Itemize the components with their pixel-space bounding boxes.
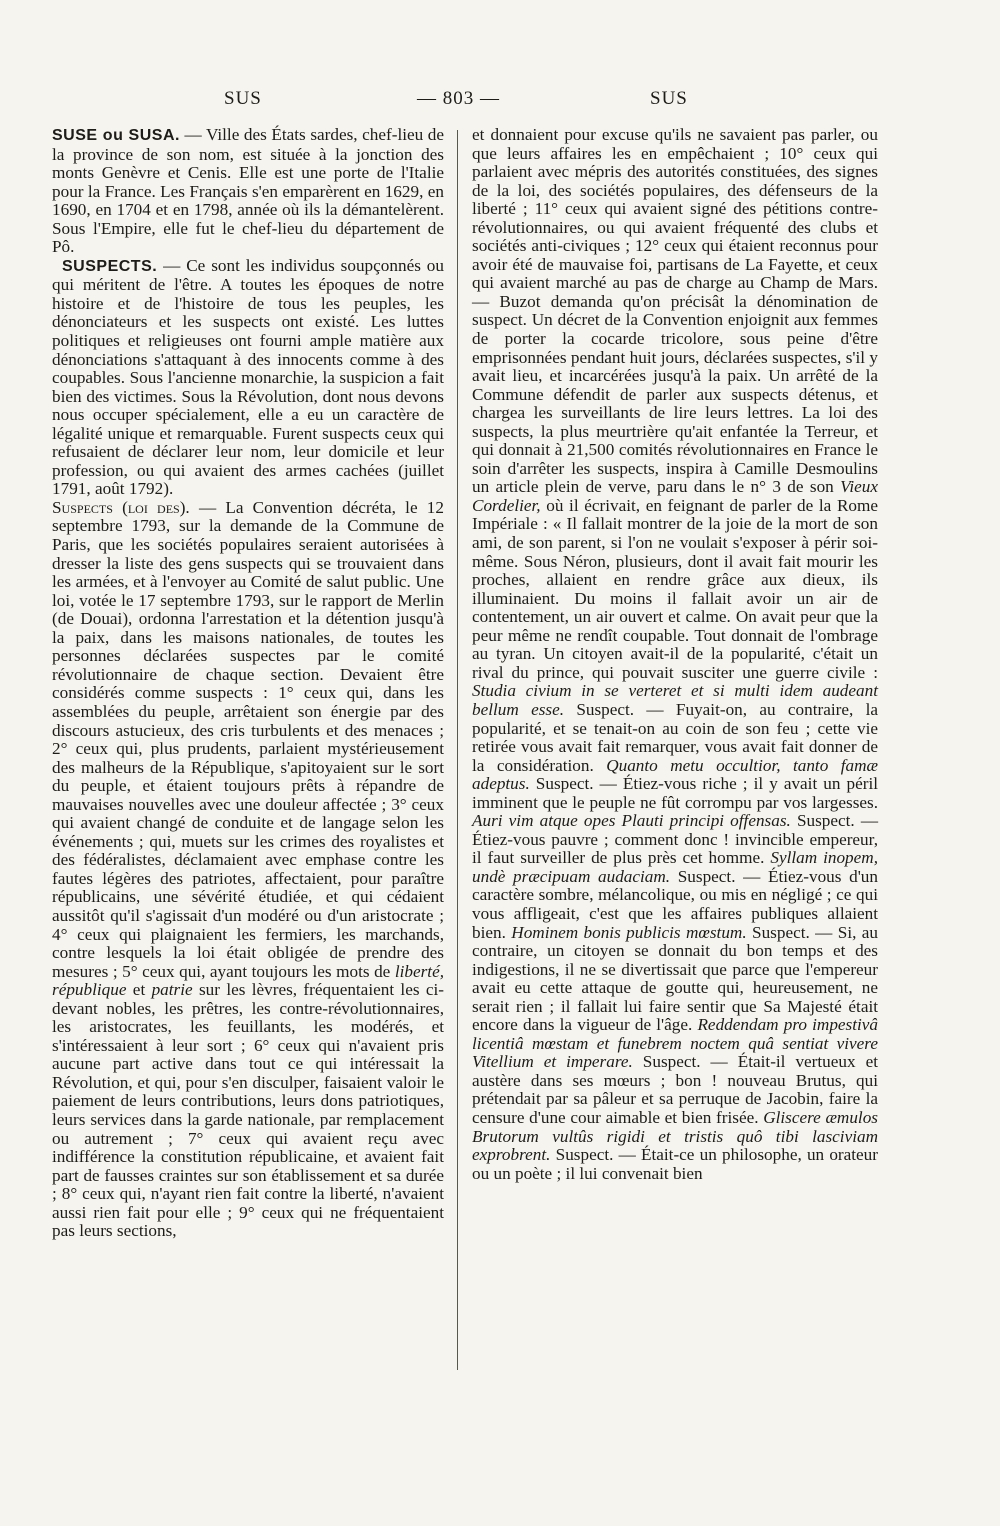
right-text-1: et donnaient pour excuse qu'ils ne savaient pas parler, ou que leurs affaires les en empêchaient ; 10° ceux qui parlaient avec mépris des autorités constituées, des signes de la loi, des sociétés populaires, des défenseurs de la liberté ; 11° ceux qui avaient signé des pétitions contre-révolutionnaires, ou qui avaient fréquenté des clubs et sociétés anti-civiques ; 12° ceux qui étaient reconnus pour avoir été de mauvaise foi, partisans de La Fayette, et ceux qui avaient marché au pas de charge au Champ de Mars. — Buzot demanda qu'on précisât la dénomination de suspect. Un décret de la Convention enjoignit aux femmes de porter la cocarde tricolore, sous peine d'être emprisonnées pendant huit jours, déclarées suspectes, s'il y avait lieu, et incarcérées jusqu'à la paix. Un arrêté de la Commune défendit de parler aux suspects détenus, et chargea les surveillants de lire leurs lettres. La loi des suspects, la plus meurtrière qu'ait enfantée la Terreur, et qui donnait à 21,500 comités révolutionnaires en France le soin d'arrêter les suspects, inspira à Camille Desmoulins un article plein de verve, paru dans le n° 3 de son <box>472 125 878 497</box>
right-italic-4: Auri vim atque opes Plauti principi offensas. <box>472 811 791 831</box>
right-column <box>472 126 878 1386</box>
headword-suse: SUSE ou SUSA. <box>52 127 180 144</box>
headword-loi-des-suspects: Suspects (loi des). <box>52 497 190 517</box>
right-italic-1: Vieux Cordelier, <box>472 477 878 515</box>
right-italic-3: Quanto metu occultior, tanto famæ adeptus. <box>472 755 878 794</box>
right-text-7: Suspect. — Si, au contraire, un citoyen se donnait du bon temps et des indigestions, il ne se divertissait que parce que l'empereur avait eu cette attaque de goutte qui, heureusement, ne serait rien ; il fallait lui faire sentir que Sa Majesté était encore dans la vigueur de l'âge. <box>472 922 879 1035</box>
entry-loi-italic-1: liberté, république <box>52 961 444 1000</box>
entry-loi-italic-2: patrie <box>151 980 193 1000</box>
right-text-8: Suspect. — Était-il vertueux et austère dans ses mœurs ; bon ! nouveau Brutus, qui prétendait par sa pâleur et sa perruque de Jacobin, faire la censure d'une cour aimable et bien frisée. <box>472 1052 878 1127</box>
entry-loi-des-suspects <box>52 499 444 1241</box>
right-text-3: Suspect. — Fuyait-on, au contraire, la popularité, et se tenait-on au coin de son feu ; cette vie retirée vous avait fait remarquer, vous avait fait donner de la considération. <box>472 699 878 775</box>
right-text-2: où il écrivait, en feignant de parler de la Rome Impériale : « Il fallait montrer de la joie de la mort de son ami, de son parent, si l'on ne voulait s'exposer à périr soi-même. Sous Néron, plusieurs, dont il avait fait mourir les proches, allaient en rendre grâce aux dieux, ils illuminaient. Du moins il fallait avoir un air de contentement, un air ouvert et calme. On avait peur que la peur même ne rendît coupable. Tout donnait de l'ombrage au tyran. Un citoyen avait-il de la popularité, c'était un rival du prince, qui pouvait susciter une guerre civile : <box>472 495 878 682</box>
right-text-6: Suspect. — Étiez-vous d'un caractère sombre, mélancolique, ou mis en négligé ; ce qui vous affligeait, c'est que les affaires publiques allaient bien. <box>472 866 878 942</box>
entry-loi-text-a: — La Convention décréta, le 12 septembre 1793, sur la demande de la Commune de Paris, que les sociétés populaires seraient autorisées à dresser la liste des gens suspects qui se trouvaient dans les armées, et à l'envoyer au Comité de salut public. Une loi, votée le 17 septembre 1793, sur le rapport de Merlin (de Douai), ordonna l'arrestation et la détention jusqu'à la paix, dans les maisons nationales, de toutes les personnes déclarées suspectes par le comité révolutionnaire de chaque section. Devaient être considérés comme suspects : 1° ceux qui, dans les assemblées du peuple, arrêtaient son énergie par des discours astucieux, des cris turbulents et des menaces ; 2° ceux qui, plus prudents, parlaient mystérieusement des malheurs de la République, s'apitoyaient sur le sort du peuple, et étaient toujours prêts à répandre de mauvaises nouvelles avec une douleur affectée ; 3° ceux qui avaient changé de conduite et de langage selon les événements ; qui, muets sur les crimes des royalistes et des fédéralistes, déclamaient avec emphase contre les fautes légères des patriotes, affectaient, pour paraître républicains, une sévérité étudiée, et qui cédaient aussitôt qu'il s'agissait d'un modéré ou d'un aristocrate ; 4° ceux qui plaignaient les fermiers, les marchands, contre lesquels la loi était obligée de prendre des mesures ; 5° ceux qui, ayant toujours les mots de <box>52 497 444 981</box>
right-text-9: Suspect. — Était-ce un philosophe, un orateur ou un poète ; il lui convenait bien <box>472 1145 878 1183</box>
right-italic-6: Hominem bonis publicis mœstum. <box>511 922 747 942</box>
left-column <box>52 126 444 1386</box>
continued-paragraph <box>472 126 878 1183</box>
headword-suspects: SUSPECTS. <box>62 257 158 275</box>
entry-suse <box>52 126 444 257</box>
entry-loi-text-b: et <box>126 980 152 1000</box>
header-right-keyword: SUS <box>650 88 688 109</box>
header-left-keyword: SUS <box>224 88 262 109</box>
right-italic-8: Gliscere æmulos Brutorum vultûs rigidi et tristis quô tibi lasciviam exprobrent. <box>472 1107 878 1165</box>
running-header <box>0 88 1000 116</box>
right-italic-7: Reddendam pro impestivâ licentiâ mœstam et funebrem noctem quâ sentiat vivere Vitellium et imperare. <box>472 1015 879 1072</box>
entry-suse-text: — Ville des États sardes, chef-lieu de la province de son nom, est située à la jonction des monts Genèvre et Cenis. Elle est une porte de l'Italie pour la France. Les Français s'en emparèrent en 1629, en 1690, en 1704 et en 1798, année où ils la démantelèrent. Sous l'Empire, elle fut le chef-lieu du département de Pô. <box>52 125 445 257</box>
entry-loi-text-c: sur les lèvres, fréquentaient les ci-devant nobles, les prêtres, les contre-révolutionnaires, les aristocrates, les feuillants, les modérés, et s'intéressaient à leur sort ; 6° ceux qui n'avaient pris aucune part active dans tout ce qui intéressait la Révolution, et qui, pour s'en disculper, faisaient valoir le paiement de leurs contributions, leurs dons patriotiques, leurs services dans la garde nationale, par remplacement ou autrement ; 7° ceux qui avaient reçu avec indifférence la constitution républicaine, et avaient fait part de fausses craintes sur son établissement et sa durée ; 8° ceux qui, n'ayant rien fait contre la liberté, n'avaient aussi rien fait pour elle ; 9° ceux qui ne fréquentaient pas leurs sections, <box>52 980 444 1241</box>
right-italic-5: Syllam inopem, undè præcipuam audaciam. <box>472 848 878 886</box>
page-number: — 803 — <box>417 88 500 109</box>
entry-suspects <box>52 257 444 499</box>
right-text-4: Suspect. — Étiez-vous riche ; il y avait un péril imminent que le peuple ne fût corrompu par vos largesses. <box>472 774 878 812</box>
column-divider <box>457 130 458 1370</box>
entry-suspects-text: — Ce sont les individus soupçonnés ou qui méritent de l'être. A toutes les époques de notre histoire et de l'histoire de tous les peuples, les dénonciateurs et les suspects ont existé. Les luttes politiques et religieuses ont fourni ample matière aux dénonciations s'attaquant à des innocents comme à des coupables. Sous l'ancienne monarchie, la suspicion a fait bien des victimes. Sous la Révolution, dont nous devons nous occuper spécialement, elle a eu un caractère de légalité unique et remarquable. Furent suspects ceux qui refusaient de déclarer leur nom, leur domicile et leur profession, ou qui avaient des armes cachées (juillet 1791, août 1792). <box>52 255 444 499</box>
right-text-5: Suspect. — Étiez-vous pauvre ; comment donc ! invincible empereur, il faut surveiller de plus près cet homme. <box>472 811 879 868</box>
right-italic-2: Studia civium in se verteret et si multi idem audeant bellum esse. <box>472 681 878 719</box>
